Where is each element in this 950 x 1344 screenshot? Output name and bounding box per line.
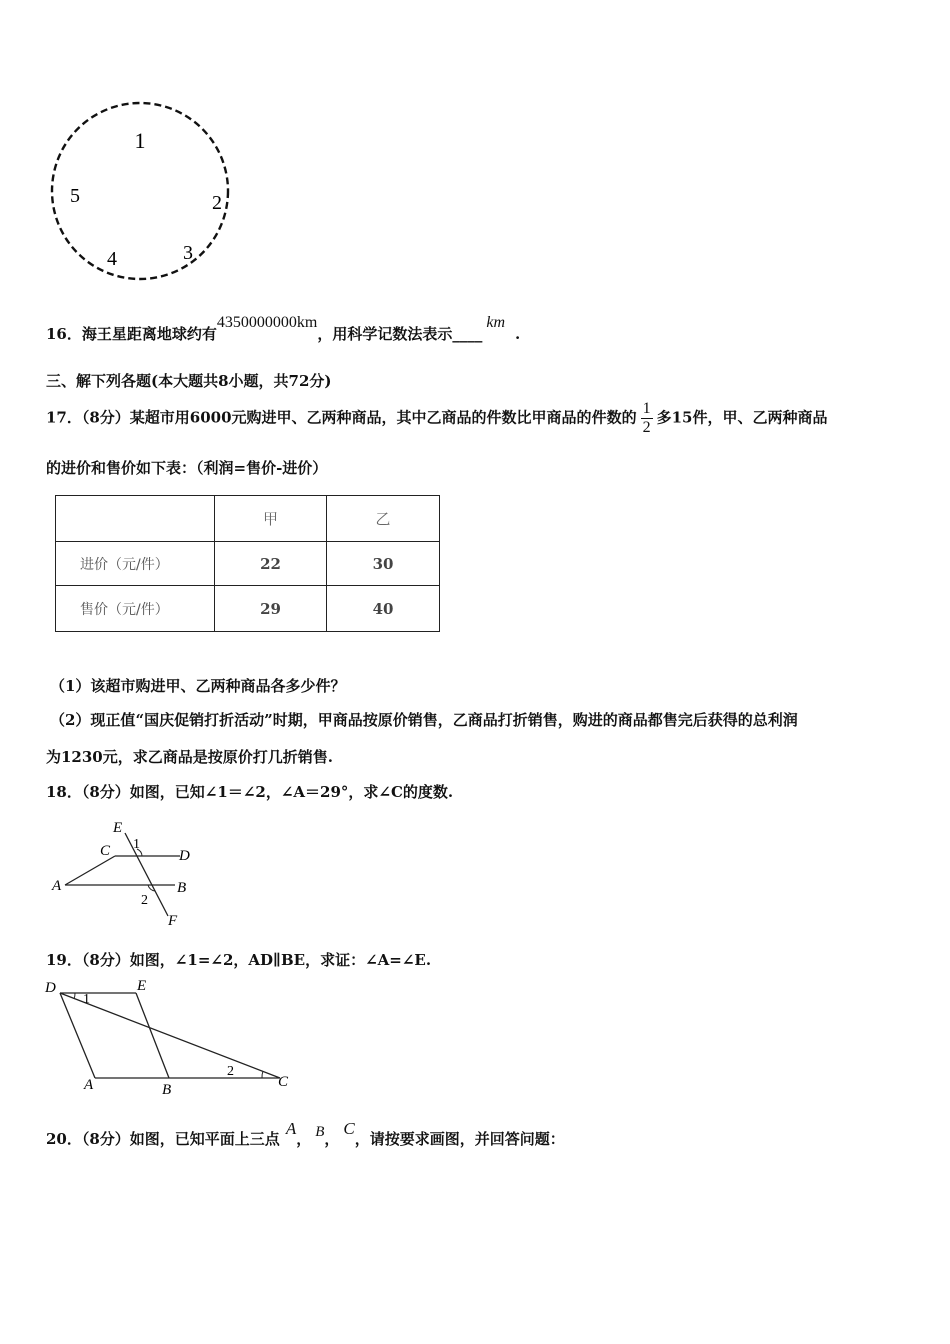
q18-label-1: 1 — [133, 837, 140, 852]
dashed-circle-figure — [40, 95, 240, 290]
circle-number-5: 5 — [70, 185, 80, 207]
q20-prefix: 20．（8分）如图，已知平面上三点 — [46, 1130, 280, 1148]
q20-sep-1: ， — [296, 1130, 312, 1148]
q19-angle-2-arc — [262, 1071, 263, 1078]
q20-suffix: ，请按要求画图，并回答问题： — [354, 1130, 565, 1148]
q19-label-d: D — [45, 980, 56, 996]
question-17-line2: 的进价和售价如下表：（利润=售价-进价） — [46, 459, 328, 477]
q18-label-a: A — [52, 878, 62, 894]
q19-label-c: C — [278, 1074, 289, 1090]
q18-label-f: F — [168, 913, 178, 929]
table-cell: 29 — [215, 586, 327, 632]
q16-prefix: 16．海王星距离地球约有 — [46, 325, 217, 343]
q18-label-d: D — [179, 848, 190, 864]
q17-frac-numerator: 1 — [642, 400, 651, 417]
circle-number-1: 1 — [134, 128, 146, 153]
q19-label-b: B — [162, 1082, 172, 1098]
circle-number-4: 4 — [107, 248, 117, 270]
q17-line1-prefix: 17．（8分）某超市用6000元购进甲、乙两种商品，其中乙商品的件数比甲商品的件数的 — [46, 408, 637, 427]
table-row-label-price: 售价（元/件） — [56, 586, 215, 632]
q20-sep-2: ， — [324, 1130, 340, 1148]
table-cell: 30 — [327, 542, 440, 586]
q19-label-2: 2 — [227, 1064, 234, 1079]
table-header-yi: 乙 — [327, 496, 440, 542]
table-row-label-cost: 进价（元/件） — [56, 542, 215, 586]
question-17-part2-line2: 为1230元，求乙商品是按原价打几折销售. — [46, 748, 333, 766]
question-17-line1 — [46, 400, 827, 437]
table-header-jia: 甲 — [215, 496, 327, 542]
q18-label-2: 2 — [141, 893, 148, 908]
table-cell: 22 — [215, 542, 327, 586]
q17-fraction — [641, 400, 653, 437]
q16-distance: 4350000000km — [216, 314, 318, 331]
table-row — [56, 586, 440, 632]
q16-unit: km — [486, 314, 506, 331]
q17-line1-suffix: 多15件，甲、乙两种商品 — [656, 408, 828, 427]
q20-point-a: A — [285, 1119, 297, 1138]
q19-figure — [40, 975, 300, 1100]
table-header-empty — [56, 496, 215, 542]
q19-line-dc — [60, 993, 280, 1078]
question-19: 19．（8分）如图，∠1=∠2，AD∥BE，求证：∠A=∠E. — [46, 951, 432, 969]
q16-suffix: . — [515, 325, 521, 343]
question-16 — [46, 314, 521, 344]
table-header-row — [56, 496, 440, 542]
circle-number-3: 3 — [183, 242, 193, 264]
q20-point-b: B — [315, 1124, 325, 1140]
q18-label-e: E — [113, 820, 123, 836]
question-18: 18．（8分）如图，已知∠1＝∠2，∠A＝29°，求∠C的度数. — [46, 783, 454, 801]
question-20 — [46, 1119, 565, 1149]
question-17-part2-line1: （2）现正值“国庆促销打折活动”时期，甲商品按原价销售，乙商品打折销售，购进的商品都售完后获得的总利润 — [50, 711, 798, 729]
q20-point-c: C — [343, 1119, 355, 1138]
q18-figure — [45, 815, 210, 930]
question-17-part1: （1）该超市购进甲、乙两种商品各多少件？ — [50, 677, 346, 695]
q16-middle: ，用科学记数法表示____ — [317, 325, 483, 343]
circle-number-2: 2 — [212, 192, 222, 214]
price-table — [55, 495, 440, 632]
q18-label-b: B — [177, 880, 187, 896]
q17-frac-denominator: 2 — [642, 419, 651, 436]
q19-line-eb — [136, 993, 169, 1078]
section-3-title: 三、解下列各题(本大题共8小题，共72分) — [46, 372, 332, 390]
table-row — [56, 542, 440, 586]
q18-line-ac — [65, 856, 115, 885]
q19-label-a: A — [84, 1077, 94, 1093]
q18-label-c: C — [100, 843, 111, 859]
table-cell: 40 — [327, 586, 440, 632]
q19-label-1: 1 — [83, 992, 90, 1007]
q19-label-e: E — [137, 978, 147, 994]
